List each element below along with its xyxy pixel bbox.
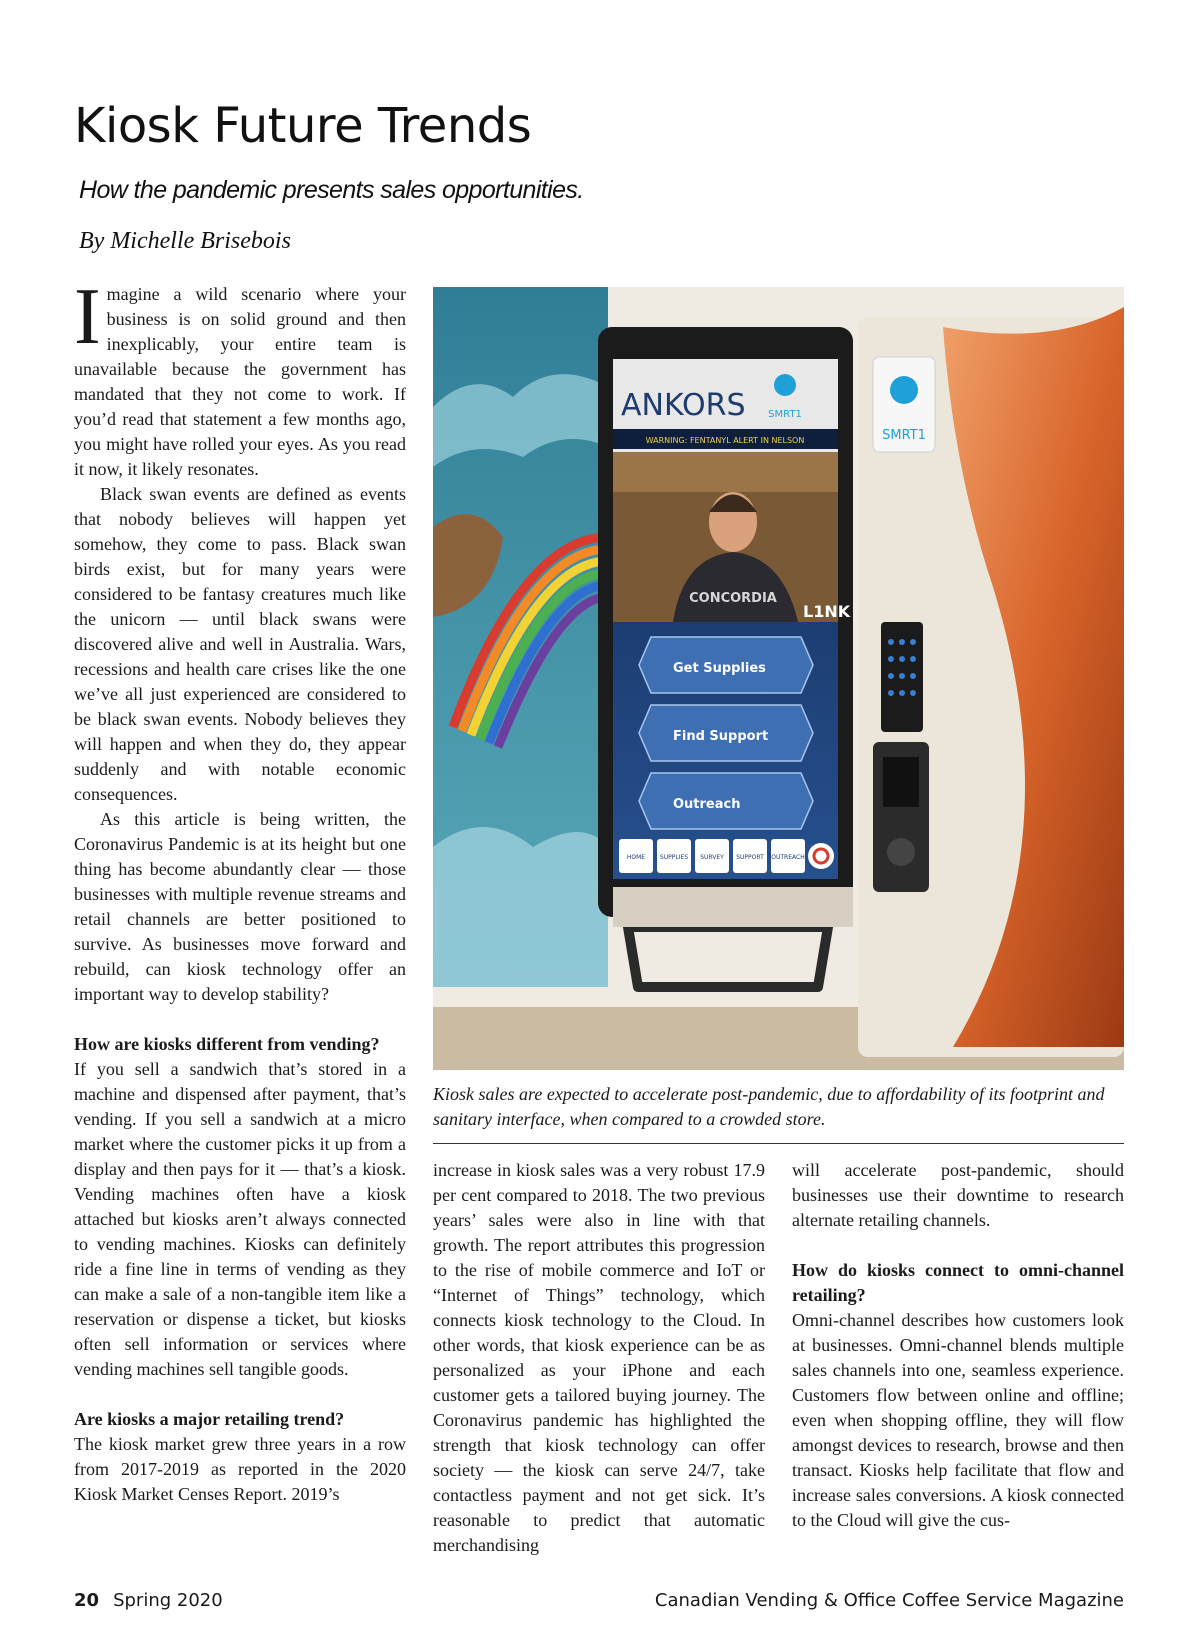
shirt-text: CONCORDIA: [689, 591, 777, 606]
page-folio: [74, 1590, 223, 1611]
page-number: 20: [74, 1590, 100, 1611]
heading-kiosks-vs-vending: How are kiosks different from vending?: [74, 1034, 380, 1054]
tab-supplies: SUPPLIES: [659, 854, 689, 861]
drop-cap: I: [74, 273, 101, 361]
warning-banner: WARNING: FENTANYL ALERT IN NELSON: [645, 436, 805, 445]
paragraph-retailing-trend-a: The kiosk market grew three years in a row from 2017-2019 as reported in the 2020 Kiosk Market Censes Report. 2019’s: [74, 1434, 406, 1504]
heading-retailing-trend: Are kiosks a major retailing trend?: [74, 1409, 345, 1429]
paragraph-pandemic: As this article is being written, the Coronavirus Pandemic is at its height but one thing has become abundantly clear — those businesses with multiple revenue streams and retail channels are better positioned to survive. As businesses move forward and rebuild, can kiosk technology offer an important way to develop stability?: [74, 809, 406, 1004]
menu-outreach: Outreach: [673, 797, 741, 812]
byline: By Michelle Brisebois: [79, 228, 291, 254]
tab-survey: SURVEY: [700, 854, 724, 861]
column-3: [792, 1158, 1124, 1533]
tab-support: SUPPORT: [736, 854, 764, 861]
kiosk-photo: [433, 287, 1124, 1070]
article-subtitle: How the pandemic presents sales opportunities.: [79, 176, 584, 204]
heading-omni-channel: How do kiosks connect to omni-channel retailing?: [792, 1260, 1124, 1305]
tab-outreach: OUTREACH: [771, 854, 805, 861]
paragraph-omni-channel: Omni-channel describes how customers look at businesses. Omni-channel blends multiple sales channels into one, seamless experience. Customers flow between online and offline; even when shopping offline, they will flow amongst devices to research, browse and then transact. Kiosks help facilitate that flow and increase sales conversions. A kiosk connected to the Cloud will give the cus-: [792, 1310, 1124, 1530]
column-1: [74, 273, 406, 1507]
smrt1-screen-label: SMRT1: [768, 409, 802, 420]
paragraph-retailing-trend-b: increase in kiosk sales was a very robust 17.9 per cent compared to 2018. The two previous years’ sales were also in line with that growth. The report attributes this progression to the rise of mobile commerce and IoT or “Internet of Things” technology, which connects kiosk technology to the Cloud. In other words, that kiosk experience can be as personalized as your iPhone and each customer gets a tailored buying journey. The Coronavirus pandemic has highlighted the strength that kiosk technology can offer society — the kiosk can serve 24/7, take contactless payment and not get sick. It’s reasonable to predict that automatic merchandising: [433, 1160, 765, 1555]
magazine-name: Canadian Vending & Office Coffee Service Magazine: [654, 1590, 1124, 1611]
screen-menu: [639, 637, 813, 829]
kiosk-illustration: [433, 287, 1124, 1070]
issue-label: Spring 2020: [113, 1590, 223, 1611]
column-2: [433, 1158, 765, 1558]
smrt1-label: SMRT1: [882, 428, 926, 443]
caption-rule: [433, 1143, 1124, 1144]
link-label: L1NK: [803, 602, 851, 621]
article-title: Kiosk Future Trends: [74, 98, 532, 154]
paragraph-kiosks-vs-vending: If you sell a sandwich that’s stored in a machine and dispensed after payment, that’s vending. If you sell a sandwich at a micro market where the customer picks it up from a display and then pays for it — that’s a kiosk. Vending machines often have a kiosk attached but kiosks aren’t always connected to vending machines. Kiosks can definitely ride a fine line in terms of vending as they can make a sale of a non-tangible item like a reservation or dispense a ticket, but kiosks often sell information or services where vending machines sell tangible goods.: [74, 1059, 406, 1379]
paragraph-black-swan: Black swan events are defined as events that nobody believes will happen yet somehow, they come to pass. Black swan birds exist, but for many years were considered to be fantasy creatures much like the unicorn — until black swans were discovered alive and well in Australia. Wars, recessions and health care crises like the one we’ve all just experienced are considered to be black swan events. Nobody believes they will happen and when they do, they appear suddenly and with notable economic consequences.: [74, 484, 406, 804]
tab-home: HOME: [626, 854, 646, 861]
menu-get-supplies: Get Supplies: [673, 661, 766, 676]
intro-paragraph: Imagine a wild scenario where your business is on solid ground and then inexplicably, your entire team is unavailable because the government has mandated that they not come to work. If you’d read that statement a few months ago, you might have rolled your eyes. As you read it now, it likely resonates.: [74, 273, 406, 479]
ankors-logo: ANKORS: [621, 388, 746, 423]
paragraph-retailing-trend-c: will accelerate post-pandemic, should businesses use their downtime to research alternate retailing channels.: [792, 1160, 1124, 1230]
photo-caption: Kiosk sales are expected to accelerate post-pandemic, due to affordability of its footprint and sanitary interface, when compared to a crowded store.: [433, 1084, 1105, 1129]
menu-find-support: Find Support: [673, 729, 769, 744]
